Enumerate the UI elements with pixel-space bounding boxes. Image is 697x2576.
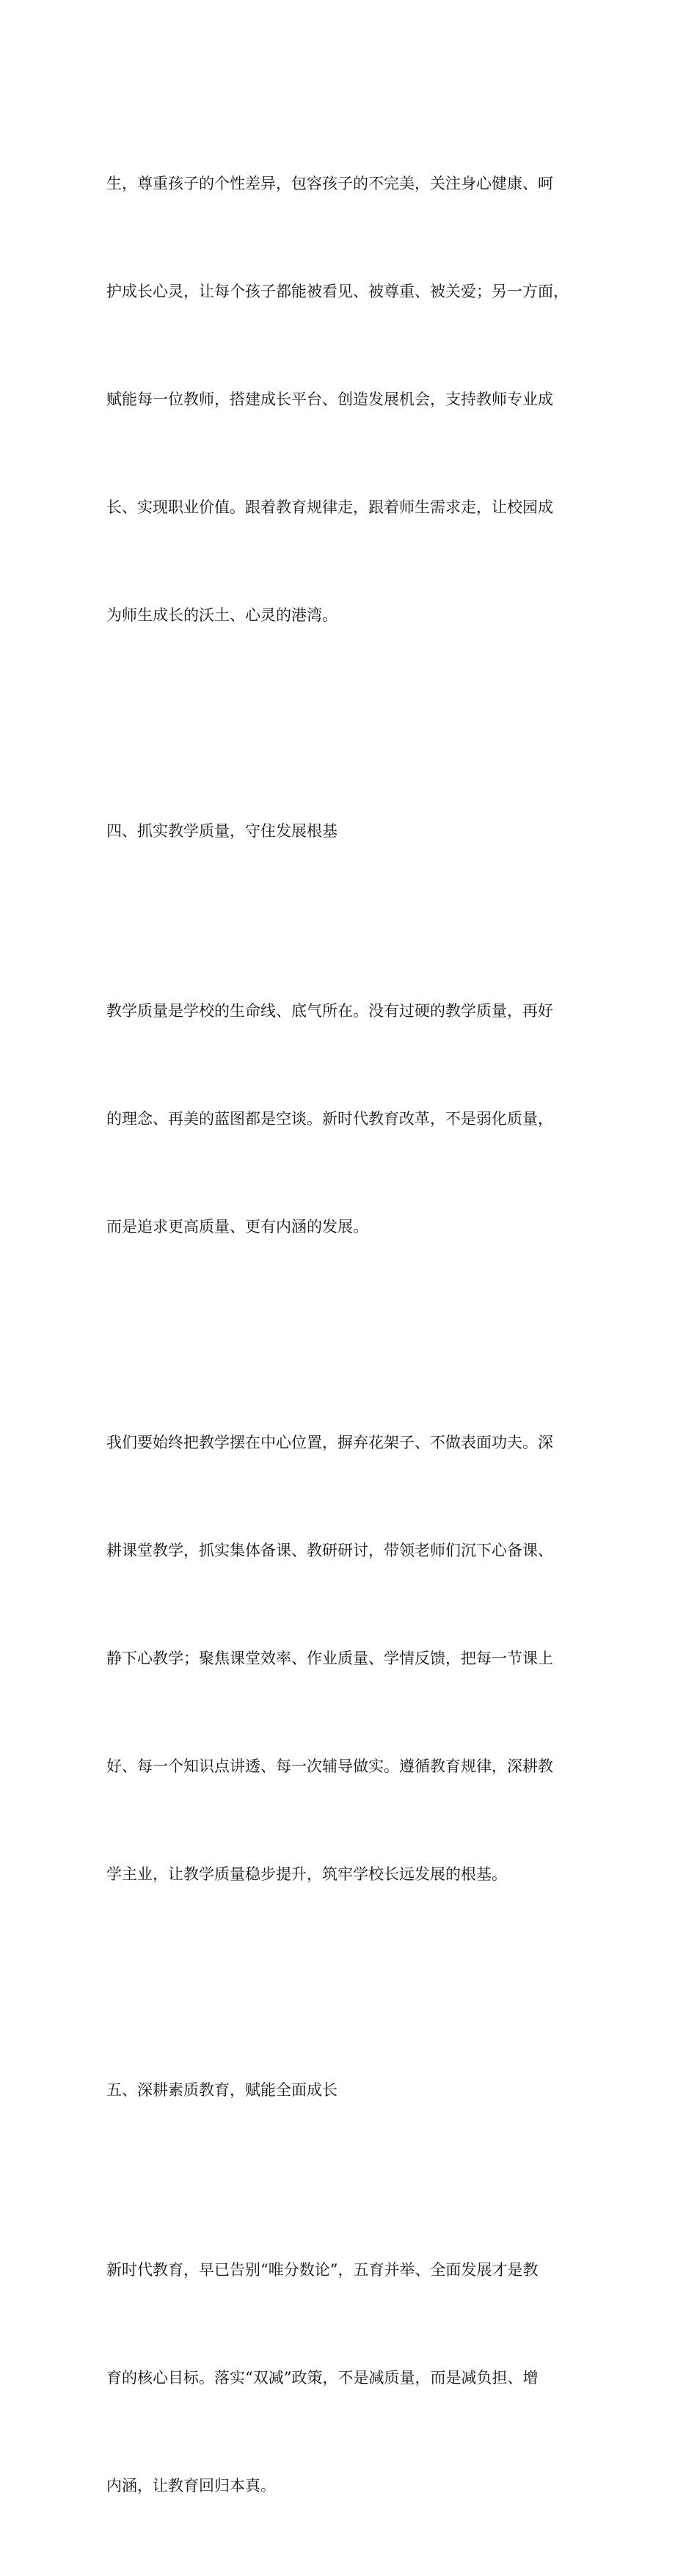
paragraph-school-care xyxy=(106,94,605,705)
text-line: 护成长心灵，让每个孩子都能被看见、被尊重、被关爱；另一方面， xyxy=(106,283,569,300)
paragraph-gap xyxy=(106,1964,605,2000)
section-heading-four xyxy=(106,741,605,921)
text-line: 长、实现职业价值。跟着教育规律走，跟着师生需求走，让校园成 xyxy=(106,498,553,516)
text-line: 生，尊重孩子的个性差异，包容孩子的不完美，关注身心健康、呵 xyxy=(106,175,553,192)
paragraph-quality-education xyxy=(106,2180,605,2576)
document-body xyxy=(106,94,605,2576)
paragraph-gap xyxy=(106,1317,605,1353)
text-line: 赋能每一位教师，搭建成长平台、创造发展机会，支持教师专业成 xyxy=(106,391,553,408)
text-line: 耕课堂教学，抓实集体备课、教研研讨，带领老师们沉下心备课、 xyxy=(106,1542,553,1559)
text-line: 教学质量是学校的生命线、底气所在。没有过硬的教学质量，再好 xyxy=(106,1002,553,1020)
text-line: 内涵，让教育回归本真。 xyxy=(106,2477,276,2495)
text-line: 而是追求更高质量、更有内涵的发展。 xyxy=(106,1218,368,1236)
text-line: 育的核心目标。落实“双减”政策，不是减质量，而是减负担、增 xyxy=(106,2369,539,2387)
text-line: 好、每一个知识点讲透、每一次辅导做实。遵循教育规律，深耕教 xyxy=(106,1757,553,1775)
paragraph-teaching-center xyxy=(106,1353,605,1964)
section-title: 四、抓实教学质量，守住发展根基 xyxy=(106,822,337,840)
text-line: 我们要始终把教学摆在中心位置，摒弃花架子、不做表面功夫。深 xyxy=(106,1434,553,1451)
text-line: 新时代教育，早已告别“唯分数论”，五育并举、全面发展才是教 xyxy=(106,2261,539,2279)
text-line: 的理念、再美的蓝图都是空谈。新时代教育改革，不是弱化质量， xyxy=(106,1110,553,1128)
paragraph-teaching-quality xyxy=(106,921,605,1317)
text-line: 静下心教学；聚焦课堂效率、作业质量、学情反馈，把每一节课上 xyxy=(106,1650,553,1667)
text-line: 为师生成长的沃土、心灵的港湾。 xyxy=(106,606,337,624)
text-line: 学主业，让教学质量稳步提升，筑牢学校长远发展的根基。 xyxy=(106,1865,507,1883)
paragraph-gap xyxy=(106,705,605,741)
section-heading-five xyxy=(106,2000,605,2180)
section-title: 五、深耕素质教育，赋能全面成长 xyxy=(106,2081,337,2099)
